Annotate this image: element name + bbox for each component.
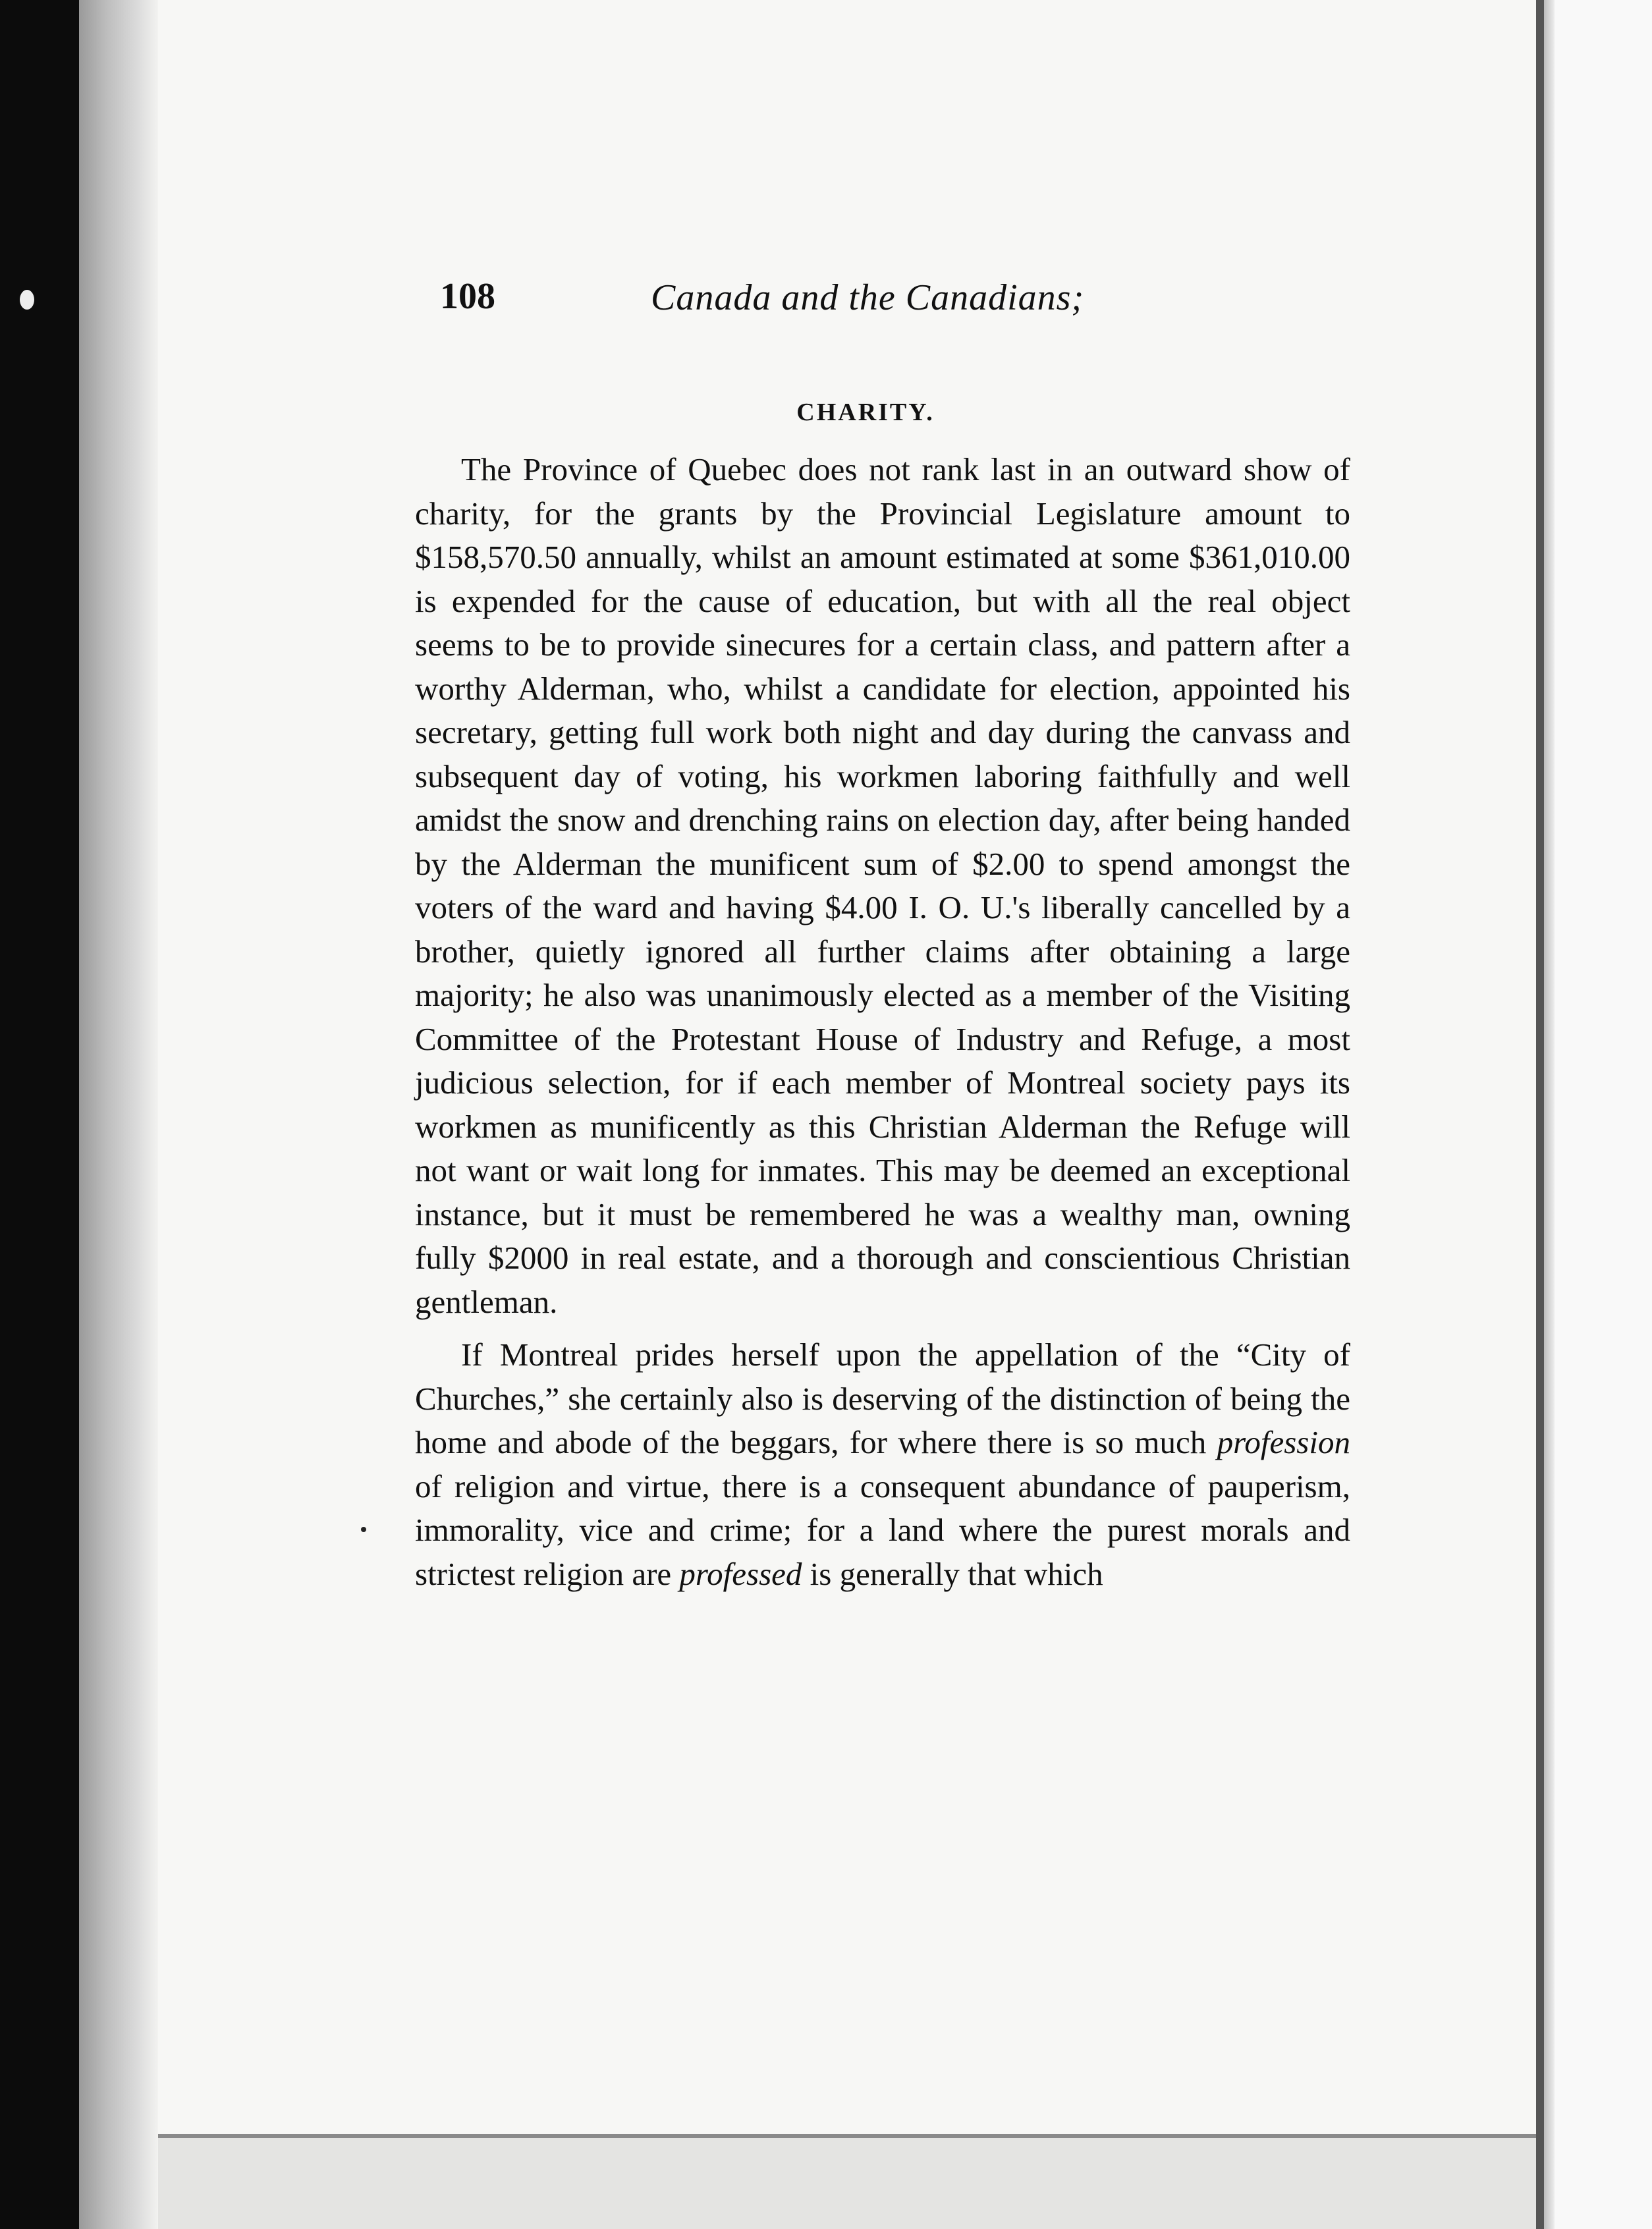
paragraph <box>415 1333 1350 1596</box>
paragraph-text: of religion and virtue, there is a consequent abundance of pauperism, immorality, vice and crime; for a land where the purest morals and strictest religion are <box>415 1468 1350 1592</box>
italic-word: profession <box>1217 1424 1350 1460</box>
italic-word: professed <box>679 1555 802 1592</box>
running-title: Canada and the Canadians; <box>651 277 1085 318</box>
page-right-border <box>1536 0 1544 2229</box>
page-bottom-shade <box>158 2138 1536 2229</box>
scan-speck <box>361 1527 366 1532</box>
page-number: 108 <box>440 276 495 317</box>
body-text <box>415 448 1350 1596</box>
paragraph-text: If Montreal prides herself upon the appellation of the “City of Churches,” she certainly also is deserving of the distinction of being the home and abode of the beggars, for where there is so much <box>415 1336 1350 1460</box>
paragraph-text: is generally that which <box>810 1555 1103 1592</box>
paragraph: The Province of Quebec does not rank last in an outward show of charity, for the grants by the Provincial Legislature amount to $158,570.50 annually, whilst an amount estimated at some $361,010.00 is expended for the cause of education, but with all the real object seems to be to provide sinecures for a certain class, and pattern after a worthy Alderman, who, whilst a candidate for election, appointed his secretary, getting full work both night and day during the canvass and subsequent day of voting, his workmen laboring faithfully and well amidst the snow and drenching rains on election day, after being handed by the Alderman the munificent sum of $2.00 to spend amongst the voters of the ward and having $4.00 I. O. U.'s liberally cancelled by a brother, quietly ignored all further claims after obtaining a large majority; he also was unanimously elected as a member of the Visiting Committee of the Protestant House of Industry and Refuge, a most judicious selection, for if each member of Montreal society pays its workmen as munificently as this Christian Alderman the Refuge will not want or wait long for inmates. This may be deemed an exceptional instance, but it must be remembered he was a wealthy man, owning fully $2000 in real estate, and a thorough and conscientious Christian gentleman. <box>415 451 1350 1320</box>
section-heading: CHARITY. <box>796 399 935 426</box>
adjacent-page-edge <box>1555 0 1652 2229</box>
scan-left-edge <box>0 0 79 2229</box>
running-head <box>440 275 1336 335</box>
binding-shadow <box>79 0 158 2229</box>
scan-speck <box>20 290 34 310</box>
page-right-shadow <box>1544 0 1555 2229</box>
